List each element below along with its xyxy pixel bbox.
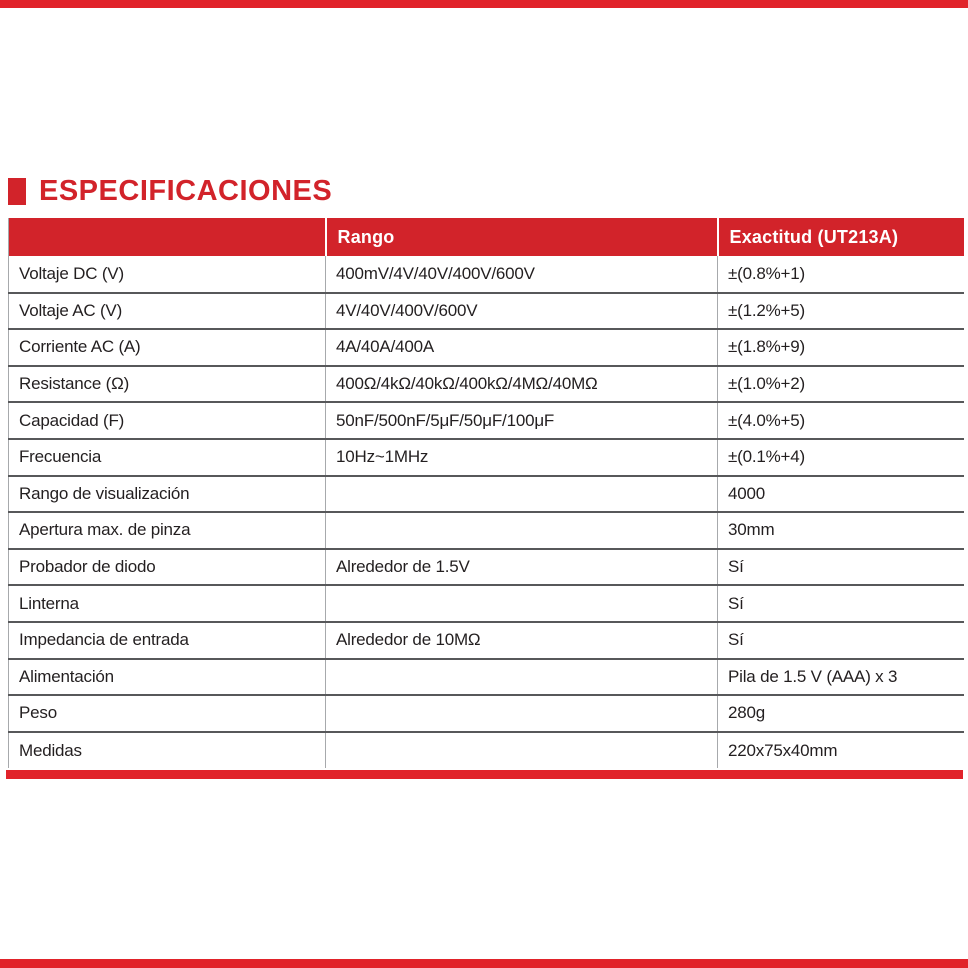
cell-label: Rango de visualización — [9, 476, 326, 513]
table-row — [9, 732, 964, 769]
cell-rango: 50nF/500nF/5μF/50μF/100μF — [326, 402, 718, 439]
cell-exactitud: 220x75x40mm — [718, 732, 964, 769]
specifications-table — [8, 218, 964, 768]
cell-rango — [326, 695, 718, 732]
cell-exactitud: Sí — [718, 585, 964, 622]
cell-rango: 400Ω/4kΩ/40kΩ/400kΩ/4MΩ/40MΩ — [326, 366, 718, 403]
cell-exactitud: Pila de 1.5 V (AAA) x 3 — [718, 659, 964, 696]
cell-exactitud: ±(0.1%+4) — [718, 439, 964, 476]
section-title-row — [8, 176, 963, 206]
table-row — [9, 256, 964, 293]
table-row — [9, 622, 964, 659]
header-cell-parameter — [9, 218, 326, 256]
cell-label: Frecuencia — [9, 439, 326, 476]
bottom-accent-bar — [0, 959, 968, 968]
cell-label: Corriente AC (A) — [9, 329, 326, 366]
table-row — [9, 512, 964, 549]
table-footer-bar — [6, 770, 963, 779]
table-row — [9, 695, 964, 732]
table-row — [9, 476, 964, 513]
table-row — [9, 585, 964, 622]
cell-rango: 400mV/4V/40V/400V/600V — [326, 256, 718, 293]
cell-rango — [326, 659, 718, 696]
page-title: ESPECIFICACIONES — [39, 174, 333, 207]
cell-label: Apertura max. de pinza — [9, 512, 326, 549]
table-row — [9, 549, 964, 586]
table-row — [9, 659, 964, 696]
cell-rango: Alrededor de 10MΩ — [326, 622, 718, 659]
cell-label: Linterna — [9, 585, 326, 622]
cell-rango: 4A/40A/400A — [326, 329, 718, 366]
cell-exactitud: 4000 — [718, 476, 964, 513]
cell-rango: 4V/40V/400V/600V — [326, 293, 718, 330]
cell-label: Probador de diodo — [9, 549, 326, 586]
cell-label: Peso — [9, 695, 326, 732]
cell-label: Resistance (Ω) — [9, 366, 326, 403]
cell-rango — [326, 732, 718, 769]
cell-label: Voltaje DC (V) — [9, 256, 326, 293]
cell-rango: 10Hz~1MHz — [326, 439, 718, 476]
cell-label: Medidas — [19, 740, 82, 760]
specifications-section — [8, 176, 963, 779]
cell-label: Alimentación — [9, 659, 326, 696]
title-bullet — [8, 178, 26, 205]
cell-rango: Alrededor de 1.5V — [326, 549, 718, 586]
cell-exactitud: Sí — [718, 622, 964, 659]
cell-rango — [326, 512, 718, 549]
cell-rango — [326, 585, 718, 622]
cell-exactitud: ±(1.2%+5) — [718, 293, 964, 330]
cell-label: Impedancia de entrada — [9, 622, 326, 659]
cell-label: Voltaje AC (V) — [9, 293, 326, 330]
table-row — [9, 439, 964, 476]
table-header-row — [9, 218, 964, 256]
top-accent-bar — [0, 0, 968, 8]
header-cell-exactitud: Exactitud (UT213A) — [718, 218, 964, 256]
table-row — [9, 366, 964, 403]
cell-exactitud: 280g — [718, 695, 964, 732]
cell-exactitud: 30mm — [718, 512, 964, 549]
cell-exactitud: ±(1.8%+9) — [718, 329, 964, 366]
cell-exactitud: Sí — [718, 549, 964, 586]
table-row — [9, 329, 964, 366]
cell-exactitud: ±(4.0%+5) — [718, 402, 964, 439]
cell-exactitud: ±(0.8%+1) — [718, 256, 964, 293]
cell-rango — [326, 476, 718, 513]
table-row — [9, 293, 964, 330]
cell-label: Capacidad (F) — [9, 402, 326, 439]
header-cell-rango: Rango — [326, 218, 718, 256]
table-row — [9, 402, 964, 439]
cell-exactitud: ±(1.0%+2) — [718, 366, 964, 403]
